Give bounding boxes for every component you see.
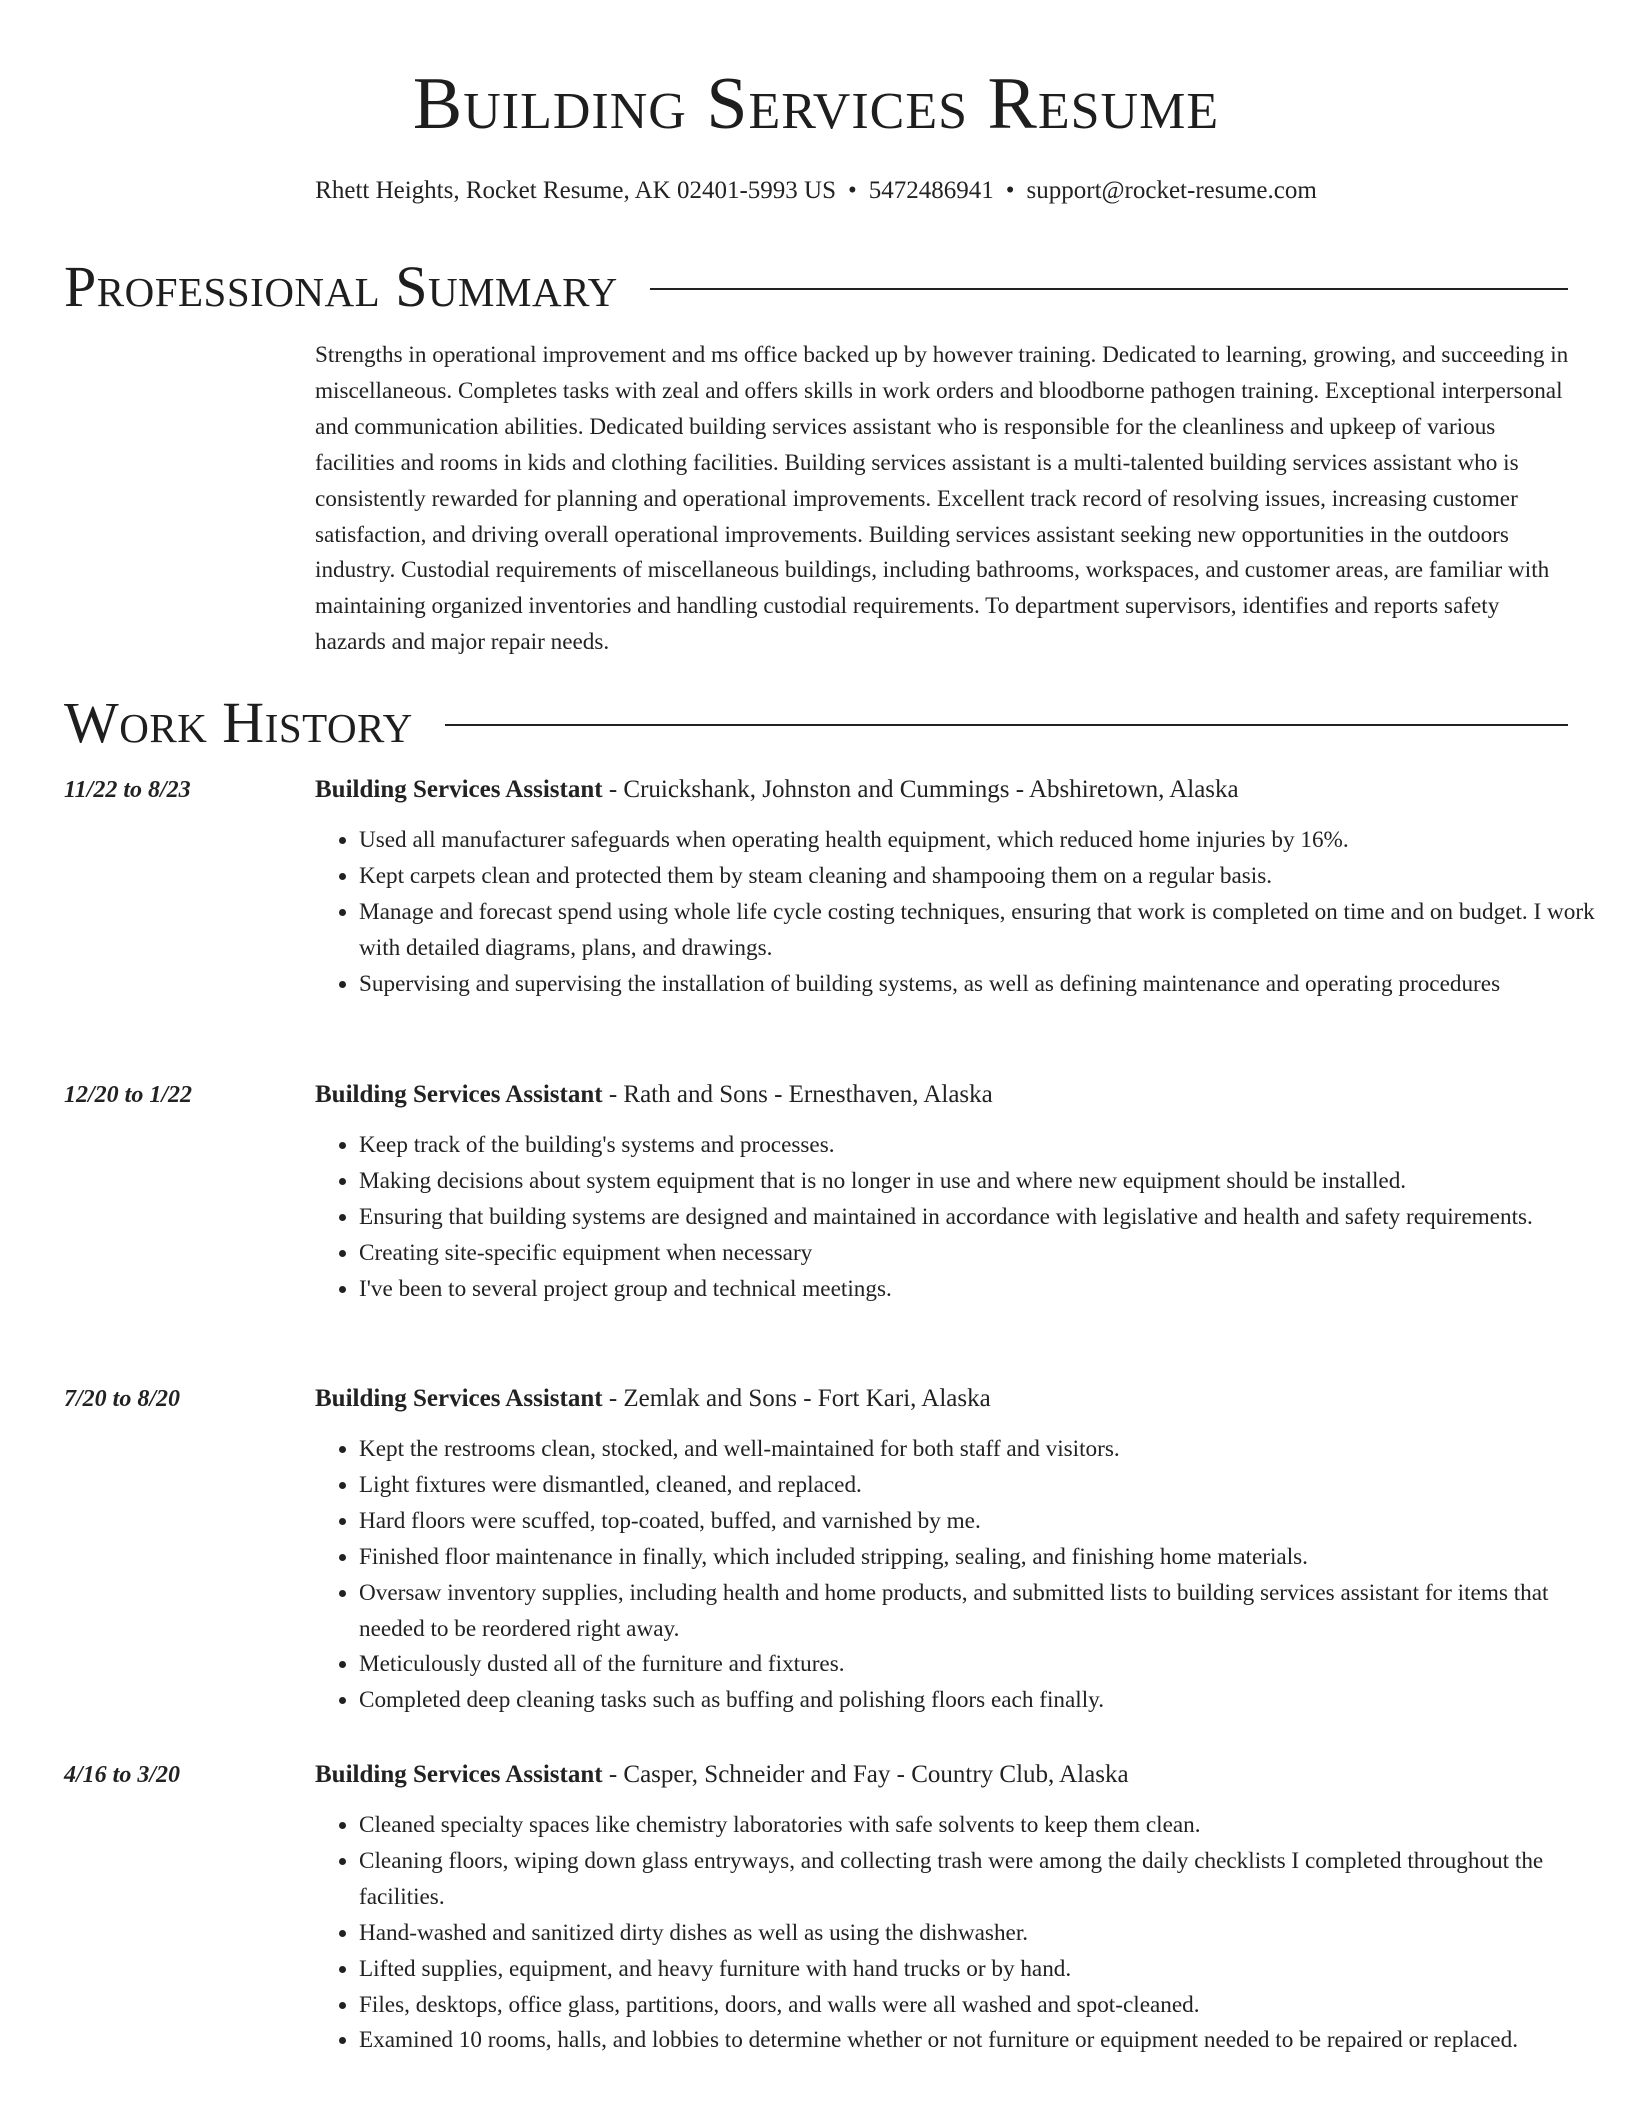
job-bullet: • Kept the restrooms clean, stocked, and well-maintained for both staff and visitors. bbox=[359, 1432, 1612, 1468]
job-bullet: • Lifted supplies, equipment, and heavy furniture with hand trucks or by hand. bbox=[359, 1952, 1612, 1988]
job-bullet-list bbox=[315, 1128, 1612, 1308]
contact-email: support@rocket-resume.com bbox=[1026, 177, 1317, 204]
job-role: Building Services Assistant bbox=[315, 776, 603, 803]
job-dates: 11/22 to 8/23 bbox=[64, 777, 191, 803]
job-dates: 12/20 to 1/22 bbox=[64, 1082, 193, 1108]
job-header bbox=[315, 773, 1568, 807]
job-employer-location: - Cruickshank, Johnston and Cummings - Abshiretown, Alaska bbox=[602, 776, 1239, 803]
job-bullet: • Hard floors were scuffed, top-coated, buffed, and varnished by me. bbox=[359, 1504, 1612, 1540]
job-bullet: • Manage and forecast spend using whole life cycle costing techniques, ensuring that work is completed on time and on budget. I work with detailed diagrams, plans, and drawings. bbox=[359, 895, 1612, 967]
job-role: Building Services Assistant bbox=[315, 1761, 603, 1788]
contact-separator: • bbox=[847, 177, 857, 204]
job-bullet: • Cleaning floors, wiping down glass entryways, and collecting trash were among the daily checklists I completed throughout the facilities. bbox=[359, 1844, 1612, 1916]
job-bullet: • Completed deep cleaning tasks such as buffing and polishing floors each finally. bbox=[359, 1683, 1612, 1719]
job-header bbox=[315, 1382, 1568, 1416]
job-bullet: • Used all manufacturer safeguards when operating health equipment, which reduced home injuries by 16%. bbox=[359, 823, 1612, 859]
job-role: Building Services Assistant bbox=[315, 1385, 603, 1412]
job-bullet-list bbox=[315, 1808, 1612, 2059]
job-bullet: • Cleaned specialty spaces like chemistry laboratories with safe solvents to keep them clean. bbox=[359, 1808, 1612, 1844]
job-bullet: • Hand-washed and sanitized dirty dishes as well as using the dishwasher. bbox=[359, 1916, 1612, 1952]
job-bullet-list bbox=[315, 1432, 1612, 1719]
job-bullet: • Keep track of the building's systems and processes. bbox=[359, 1128, 1612, 1164]
job-bullet: • Finished floor maintenance in finally, which included stripping, sealing, and finishing home materials. bbox=[359, 1540, 1612, 1576]
job-bullet: • Kept carpets clean and protected them by steam cleaning and shampooing them on a regular basis. bbox=[359, 859, 1612, 895]
job-header bbox=[315, 1078, 1568, 1112]
job-bullet: • Meticulously dusted all of the furniture and fixtures. bbox=[359, 1647, 1612, 1683]
job-bullet: • Creating site-specific equipment when necessary bbox=[359, 1236, 1612, 1272]
job-bullet: • Ensuring that building systems are designed and maintained in accordance with legislative and health and safety requirements. bbox=[359, 1200, 1612, 1236]
contact-phone: 5472486941 bbox=[868, 177, 994, 204]
job-bullet: • Light fixtures were dismantled, cleaned, and replaced. bbox=[359, 1468, 1612, 1504]
contact-line bbox=[0, 174, 1632, 208]
job-bullet: • Supervising and supervising the installation of building systems, as well as defining maintenance and operating procedures bbox=[359, 967, 1612, 1003]
job-bullet: • Oversaw inventory supplies, including health and home products, and submitted lists to building services assistant for items that needed to be reordered right away. bbox=[359, 1576, 1612, 1648]
job-bullet: • Files, desktops, office glass, partitions, doors, and walls were all washed and spot-cleaned. bbox=[359, 1988, 1612, 2024]
section-divider bbox=[650, 288, 1568, 290]
job-bullet-list bbox=[315, 823, 1612, 1003]
section-divider bbox=[445, 724, 1568, 726]
job-header bbox=[315, 1758, 1568, 1792]
job-employer-location: - Zemlak and Sons - Fort Kari, Alaska bbox=[602, 1385, 991, 1412]
resume-title: Building Services Resume bbox=[412, 63, 1220, 145]
job-employer-location: - Rath and Sons - Ernesthaven, Alaska bbox=[602, 1081, 993, 1108]
job-dates: 4/16 to 3/20 bbox=[64, 1762, 181, 1788]
job-bullet: • Making decisions about system equipment that is no longer in use and where new equipment should be installed. bbox=[359, 1164, 1612, 1200]
job-role: Building Services Assistant bbox=[315, 1081, 603, 1108]
job-employer-location: - Casper, Schneider and Fay - Country Club, Alaska bbox=[602, 1761, 1129, 1788]
professional-summary-text: Strengths in operational improvement and ms office backed up by however training. Dedicated to learning, growing, and succeeding in miscellaneous. Completes tasks with zeal and offers skills in work orders and bloodborne pathogen training. Exceptional interpersonal and communication abilities. Dedicated building services assistant who is responsible for the cleanliness and upkeep of various facilities and rooms in kids and clothing facilities. Building services assistant is a multi-talented building services assistant who is consistently rewarded for planning and operational improvements. Excellent track record of resolving issues, increasing customer satisfaction, and driving overall operational improvements. Building services assistant seeking new opportunities in the outdoors industry. Custodial requirements of miscellaneous buildings, including bathrooms, workspaces, and customer areas, are familiar with maintaining organized inventories and handling custodial requirements. To department supervisors, identifies and reports safety hazards and major repair needs. bbox=[315, 342, 1569, 656]
work-section-heading bbox=[64, 690, 1568, 756]
contact-separator: • bbox=[1005, 177, 1015, 204]
contact-address: Rhett Heights, Rocket Resume, AK 02401-5993 US bbox=[315, 177, 836, 204]
job-dates: 7/20 to 8/20 bbox=[64, 1386, 181, 1412]
summary-heading-text: Professional Summary bbox=[64, 254, 618, 319]
job-bullet: • Examined 10 rooms, halls, and lobbies to determine whether or not furniture or equipment needed to be repaired or replaced. bbox=[359, 2023, 1612, 2059]
work-heading-text: Work History bbox=[64, 690, 413, 755]
summary-section-heading bbox=[64, 254, 1568, 320]
job-bullet: • I've been to several project group and technical meetings. bbox=[359, 1272, 1612, 1308]
